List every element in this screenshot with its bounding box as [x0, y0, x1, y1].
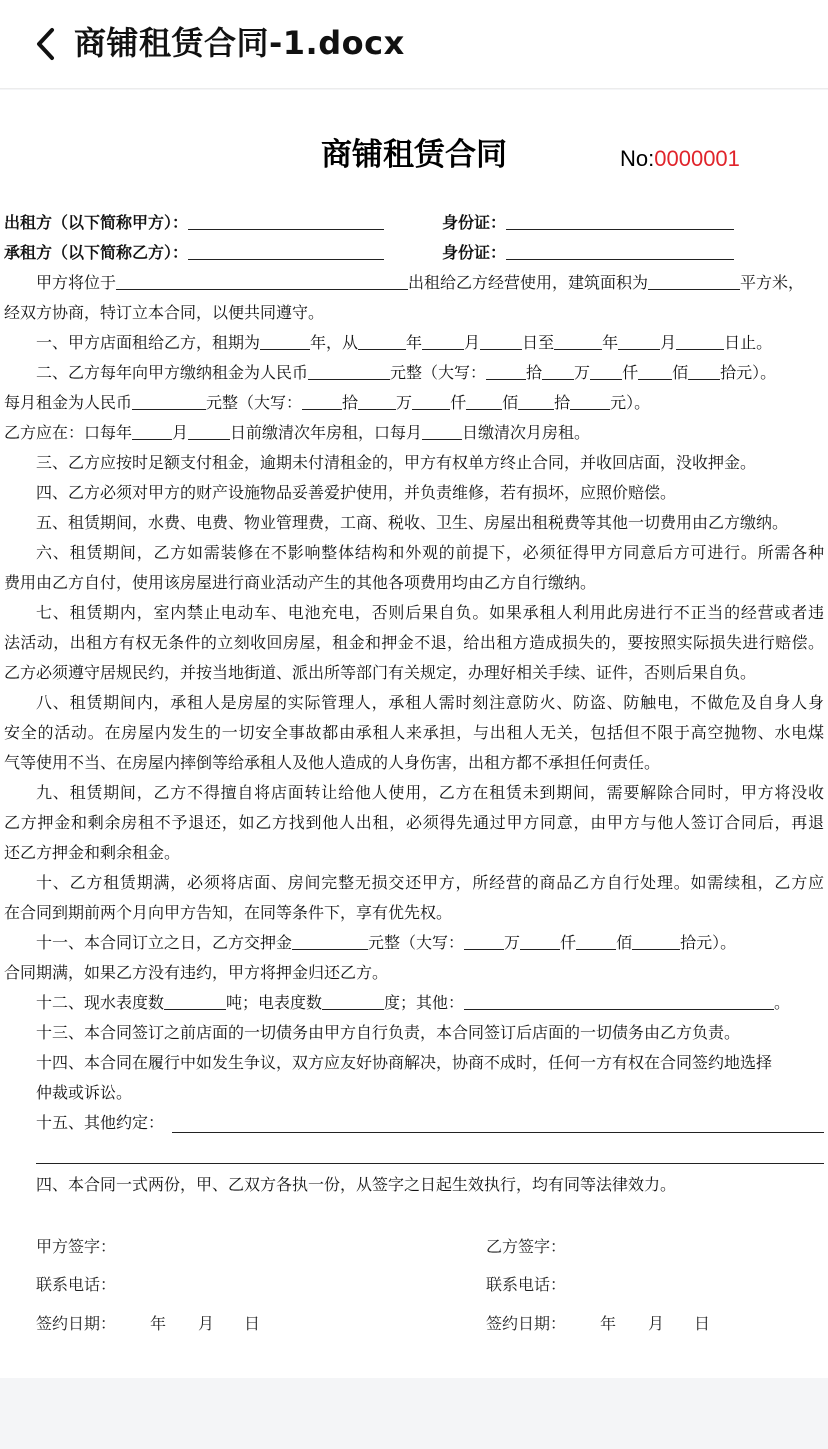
- lessor-row: [4, 208, 384, 238]
- blank[interactable]: [486, 361, 526, 380]
- water-meter-blank[interactable]: [164, 991, 226, 1010]
- lessee-row: [4, 238, 384, 268]
- clause-8-cont: 安全的活动。在房屋内发生的一切安全事故都由承租人来承担，与出租人无关，包括但不限于高空抛物、水电煤: [4, 723, 824, 742]
- blank[interactable]: [188, 421, 230, 440]
- top-navigation-bar: [0, 0, 828, 89]
- lessee-blank[interactable]: [188, 241, 384, 260]
- clause-7: 七、租赁期内，室内禁止电动车、电池充电，否则后果自负。如果承租人利用此房进行不正当的经营或者违: [36, 603, 824, 622]
- blank[interactable]: [292, 931, 368, 950]
- other-blank[interactable]: [464, 991, 774, 1010]
- party-b-sign: 乙方签字：: [486, 1237, 567, 1256]
- chevron-left-icon: [30, 24, 64, 64]
- document-page: [0, 90, 828, 1378]
- contract-line: 经双方协商，特订立本合同，以便共同遵守。: [4, 303, 325, 322]
- clause-10: 十、乙方租赁期满，必须将店面、房间完整无损交还甲方，所经营的商品乙方自行处理。如需续租，乙方应: [36, 873, 824, 892]
- monthly-rent-line: 每月租金为人民币 元整（大写： 拾 万 仟 佰 拾 元）。: [4, 393, 651, 412]
- clause-9: 九、租赁期间，乙方不得擅自将店面转让给他人使用，乙方在租赁未到期间，需要解除合同时，甲方将没收: [36, 783, 824, 802]
- party-a-sign: 甲方签字：: [36, 1237, 117, 1256]
- clause-11-cont: 合同期满，如果乙方没有违约，甲方将押金归还乙方。: [4, 963, 389, 982]
- clause-9-cont: 乙方押金和剩余房租不予退还，如乙方找到他人出租，必须得先通过甲方同意，由甲方与他人签订合同后，再退: [4, 813, 824, 832]
- lessee-label: 承租方（以下简称乙方）：: [4, 243, 189, 262]
- document-number-value: 0000001: [654, 146, 740, 171]
- clause-2: 二、乙方每年向甲方缴纳租金为人民币 元整（大写： 拾 万 仟 佰 拾元）。: [36, 363, 777, 382]
- blank[interactable]: [260, 331, 310, 350]
- lessor-id-blank[interactable]: [506, 211, 734, 230]
- party-b-phone: 联系电话：: [486, 1275, 567, 1294]
- clause-10-cont: 在合同到期前两个月向甲方告知，在同等条件下，享有优先权。: [4, 903, 453, 922]
- lessor-blank[interactable]: [188, 211, 384, 230]
- party-a-date: 签约日期： 年 月 日: [36, 1314, 261, 1333]
- blank[interactable]: [590, 361, 622, 380]
- lessor-label: 出租方（以下简称甲方）：: [4, 213, 189, 232]
- clause-6-cont: 费用由乙方自付，使用该房屋进行商业活动产生的其他各项费用均由乙方自行缴纳。: [4, 573, 597, 592]
- document-title: 商铺租赁合同: [321, 137, 507, 173]
- lessee-id-label: 身份证：: [442, 243, 507, 262]
- clause-7-cont: 乙方必须遵守居规民约，并按当地街道、派出所等部门有关规定，办理好相关手续、证件，否则后果自负。: [4, 663, 757, 682]
- blank[interactable]: [132, 391, 206, 410]
- clause-5: 五、租赁期间，水费、电费、物业管理费，工商、税收、卫生、房屋出租税费等其他一切费用由乙方缴纳。: [36, 513, 789, 532]
- file-title: 商铺租赁合同-1.docx: [74, 24, 405, 62]
- blank[interactable]: [302, 391, 342, 410]
- clause-7-cont: 法活动，出租方有权无条件的立刻收回房屋，租金和押金不退，给出租方造成损失的，要按照实际损失进行赔偿。: [4, 633, 824, 652]
- blank[interactable]: [422, 331, 464, 350]
- document-number: [620, 144, 740, 174]
- blank[interactable]: [648, 271, 740, 290]
- clause-12: 十二、现水表度数 吨；电表度数 度；其他： 。: [36, 993, 791, 1012]
- lessee-id-row: [442, 238, 734, 268]
- clause-4: 四、乙方必须对甲方的财产设施物品妥善爱护使用，并负责维修，若有损坏，应照价赔偿。: [36, 483, 677, 502]
- blank[interactable]: [480, 331, 522, 350]
- blank[interactable]: [618, 331, 660, 350]
- blank[interactable]: [358, 331, 406, 350]
- clause-14-cont: 仲裁或诉讼。: [36, 1083, 133, 1102]
- clause-6: 六、租赁期间，乙方如需装修在不影响整体结构和外观的前提下，必须征得甲方同意后方可进行。所需各种: [36, 543, 824, 562]
- blank[interactable]: [466, 391, 502, 410]
- blank[interactable]: [638, 361, 672, 380]
- blank[interactable]: [542, 361, 574, 380]
- payment-date-line: 乙方应在：口每年 月 日前缴清次年房租，口每月 日缴清次月房租。: [4, 423, 591, 442]
- clause-14: 十四、本合同在履行中如发生争议，双方应友好协商解决，协商不成时，任何一方有权在合同签约地选择: [36, 1053, 773, 1072]
- party-b-date: 签约日期： 年 月 日: [486, 1314, 711, 1333]
- clause-3: 三、乙方应按时足额支付租金，逾期未付清租金的，甲方有权单方终止合同，并收回店面，没收押金。: [36, 453, 757, 472]
- other-agreement-line-2[interactable]: [36, 1163, 824, 1164]
- clause-11: 十一、本合同订立之日，乙方交押金 元整（大写： 万 仟 佰 拾元）。: [36, 933, 737, 952]
- lessee-id-blank[interactable]: [506, 241, 734, 260]
- blank[interactable]: [308, 361, 390, 380]
- clause-9-cont: 还乙方押金和剩余租金。: [4, 843, 181, 862]
- clause-final: 四、本合同一式两份，甲、乙双方各执一份，从签字之日起生效执行，均有同等法律效力。: [36, 1175, 677, 1194]
- blank[interactable]: [422, 421, 462, 440]
- blank[interactable]: [358, 391, 396, 410]
- contract-line-location: 甲方将位于 出租给乙方经营使用，建筑面积为 平方米，: [36, 273, 805, 292]
- other-agreement-line-1[interactable]: [172, 1132, 824, 1133]
- blank[interactable]: [570, 391, 610, 410]
- clause-8-cont: 气等使用不当、在房屋内摔倒等给承租人及他人造成的人身伤害，出租方都不承担任何责任。: [4, 753, 661, 772]
- clause-13: 十三、本合同签订之前店面的一切债务由甲方自行负责，本合同签订后店面的一切债务由乙方负责。: [36, 1023, 741, 1042]
- back-button[interactable]: [30, 24, 64, 64]
- party-a-phone: 联系电话：: [36, 1275, 117, 1294]
- clause-15: 十五、其他约定：: [36, 1113, 165, 1132]
- lessor-id-label: 身份证：: [442, 213, 507, 232]
- blank[interactable]: [518, 391, 554, 410]
- clause-8: 八、租赁期间内，承租人是房屋的实际管理人，承租人需时刻注意防火、防盗、防触电，不做危及自身人身: [36, 693, 824, 712]
- blank[interactable]: [132, 421, 172, 440]
- electric-meter-blank[interactable]: [322, 991, 384, 1010]
- blank[interactable]: [412, 391, 450, 410]
- document-number-label: No:: [620, 146, 655, 171]
- blank[interactable]: [632, 931, 680, 950]
- blank[interactable]: [576, 931, 616, 950]
- blank[interactable]: [688, 361, 720, 380]
- clause-1: 一、甲方店面租给乙方，租期为 年，从 年 月 日至 年 月 日止。: [36, 333, 773, 352]
- lessor-id-row: [442, 208, 734, 238]
- blank[interactable]: [520, 931, 560, 950]
- blank[interactable]: [464, 931, 504, 950]
- blank[interactable]: [116, 271, 408, 290]
- blank[interactable]: [676, 331, 724, 350]
- blank[interactable]: [554, 331, 602, 350]
